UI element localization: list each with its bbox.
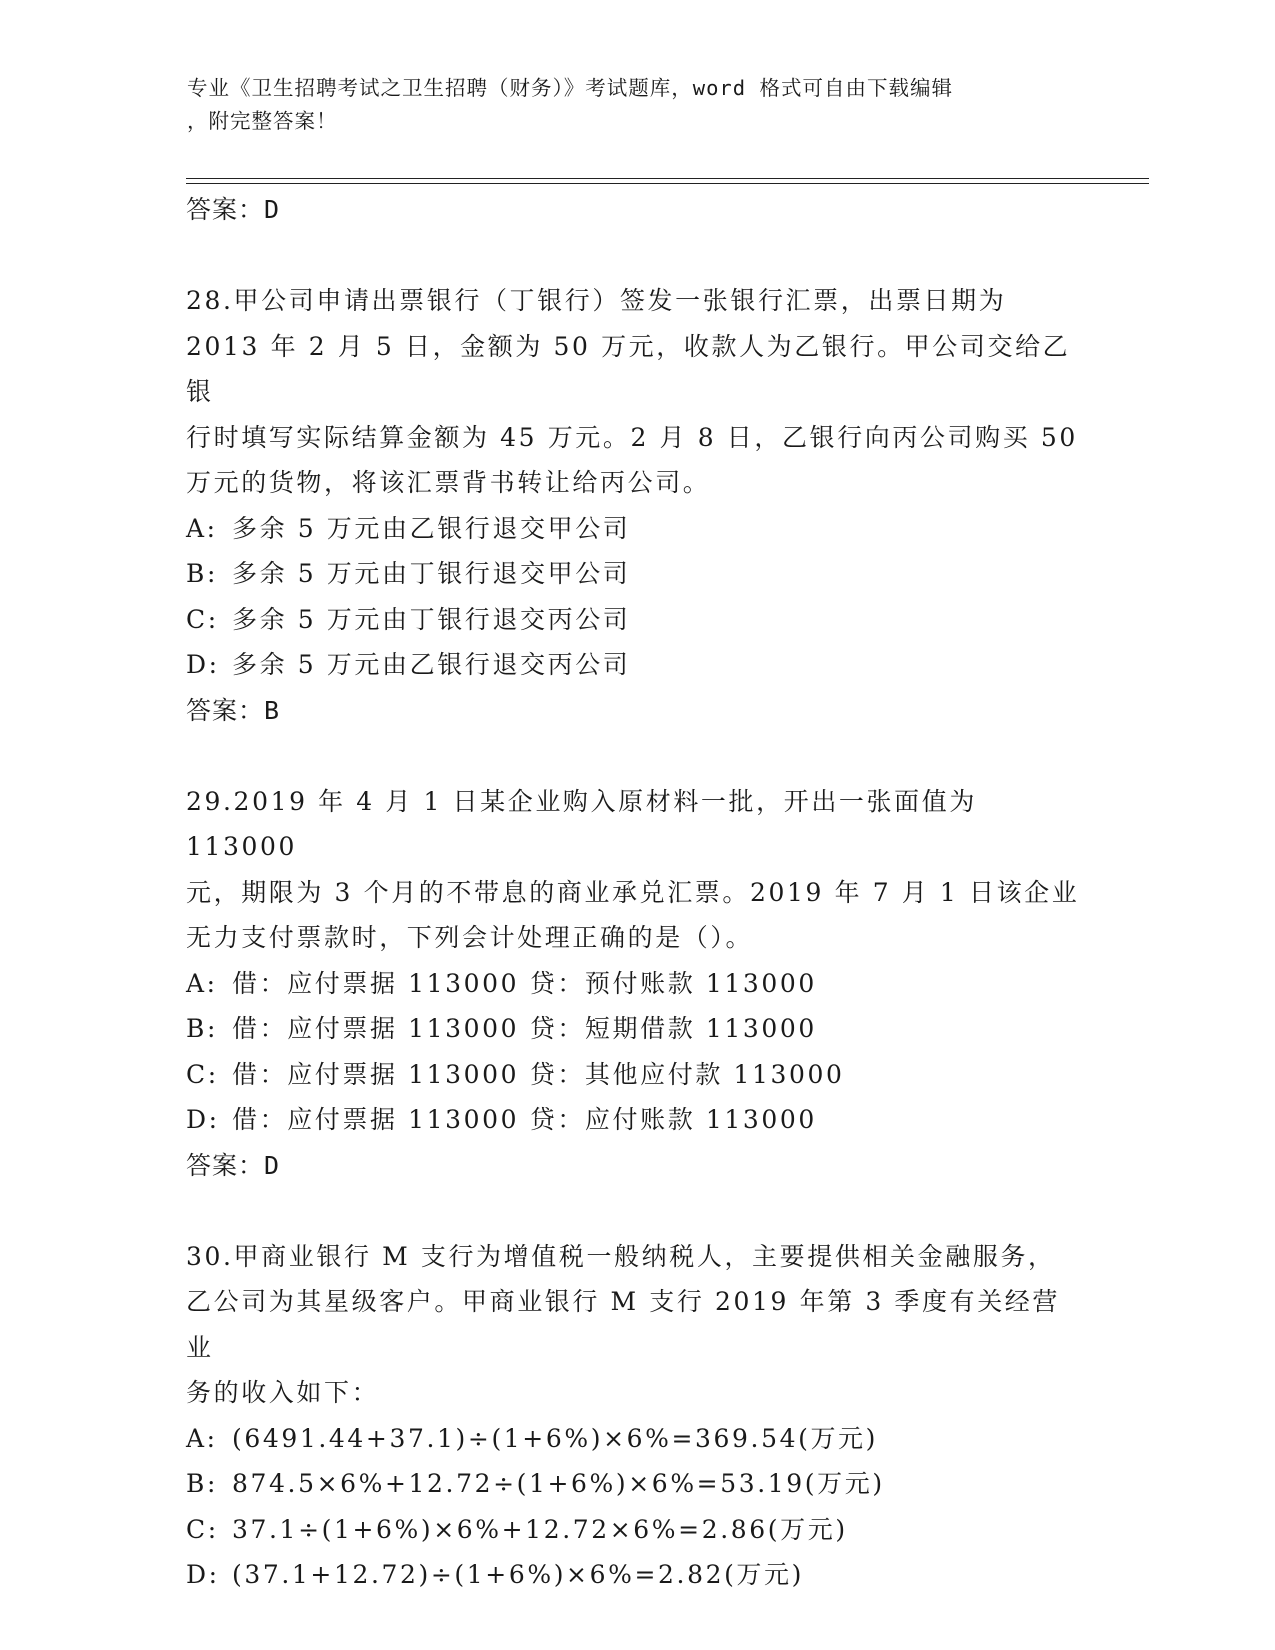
option-d [186,1552,1086,1598]
option-key: D: [186,650,220,679]
option-text: 借：应付票据 113000 贷：预付账款 113000 [232,968,817,998]
question-stem-line: 28.甲公司申请出票银行（丁银行）签发一张银行汇票，出票日期为 [186,286,1007,315]
option-d [186,642,1086,688]
option-text: 874.5×6%+12.72÷(1+6%)×6%=53.19(万元) [232,1469,885,1498]
question-stem-line: 2013 年 2 月 5 日，金额为 50 万元，收款人为乙银行。甲公司交给乙银 [186,331,1071,406]
option-b [186,1461,1086,1507]
option-text: 借：应付票据 113000 贷：其他应付款 113000 [232,1059,845,1089]
option-key: B: [186,1014,218,1043]
document-body [186,187,1086,1598]
option-key: A: [186,1423,218,1453]
option-b [186,1006,1086,1052]
option-a [186,961,1086,1007]
question-stem-line: 务的收入如下： [186,1378,380,1407]
header-line-1: 专业《卫生招聘考试之卫生招聘（财务）》考试题库，word 格式可自由下载编辑 [187,76,953,100]
option-key: A: [186,513,218,543]
option-a [186,506,1086,552]
option-b [186,551,1086,597]
question-stem-line: 乙公司为其星级客户。甲商业银行 M 支行 2019 年第 3 季度有关经营业 [186,1287,1061,1362]
option-text: 多余 5 万元由丁银行退交甲公司 [232,559,631,588]
option-text: 多余 5 万元由乙银行退交丙公司 [232,650,631,679]
option-text: 借：应付票据 113000 贷：短期借款 113000 [232,1014,817,1043]
option-a [186,1416,1086,1462]
option-text: (6491.44+37.1)÷(1+6%)×6%=369.54(万元) [232,1423,879,1453]
question-stem-line: 29.2019 年 4 月 1 日某企业购入原材料一批，开出一张面值为 113000 [186,786,977,861]
question-29 [186,779,1086,1189]
option-key: D: [186,1560,220,1589]
header-rule-top [186,178,1149,179]
option-c [186,1052,1086,1098]
answer: 答案：D [186,1150,281,1180]
question-stem-line: 30.甲商业银行 M 支行为增值税一般纳税人，主要提供相关金融服务， [186,1241,1056,1271]
option-text: 多余 5 万元由丁银行退交丙公司 [232,604,631,634]
option-text: 借：应付票据 113000 贷：应付账款 113000 [232,1105,817,1134]
question-stem-line: 万元的货物，将该汇票背书转让给丙公司。 [186,468,711,497]
option-c [186,1507,1086,1553]
header-line-2: ，附完整答案！ [187,109,338,133]
option-key: C: [186,1059,219,1089]
option-key: C: [186,1514,219,1544]
option-text: 37.1÷(1+6%)×6%+12.72×6%=2.86(万元) [232,1514,848,1544]
page-header [187,72,1067,138]
option-text: 多余 5 万元由乙银行退交甲公司 [232,513,631,543]
question-30 [186,1234,1086,1598]
option-key: A: [186,968,218,998]
previous-answer: 答案：D [186,195,281,224]
option-text: (37.1+12.72)÷(1+6%)×6%=2.82(万元) [232,1560,804,1589]
option-key: B: [186,1469,218,1498]
option-key: B: [186,559,218,588]
option-c [186,597,1086,643]
answer: 答案：B [186,695,281,725]
header-rule-bottom [186,183,1149,184]
option-key: C: [186,604,219,634]
question-stem-line: 元，期限为 3 个月的不带息的商业承兑汇票。2019 年 7 月 1 日该企业 [186,877,1080,907]
question-28 [186,278,1086,733]
question-stem-line: 行时填写实际结算金额为 45 万元。2 月 8 日，乙银行向丙公司购买 50 [186,422,1078,452]
question-stem-line: 无力支付票款时，下列会计处理正确的是（）。 [186,923,754,952]
option-key: D: [186,1105,220,1134]
option-d [186,1097,1086,1143]
